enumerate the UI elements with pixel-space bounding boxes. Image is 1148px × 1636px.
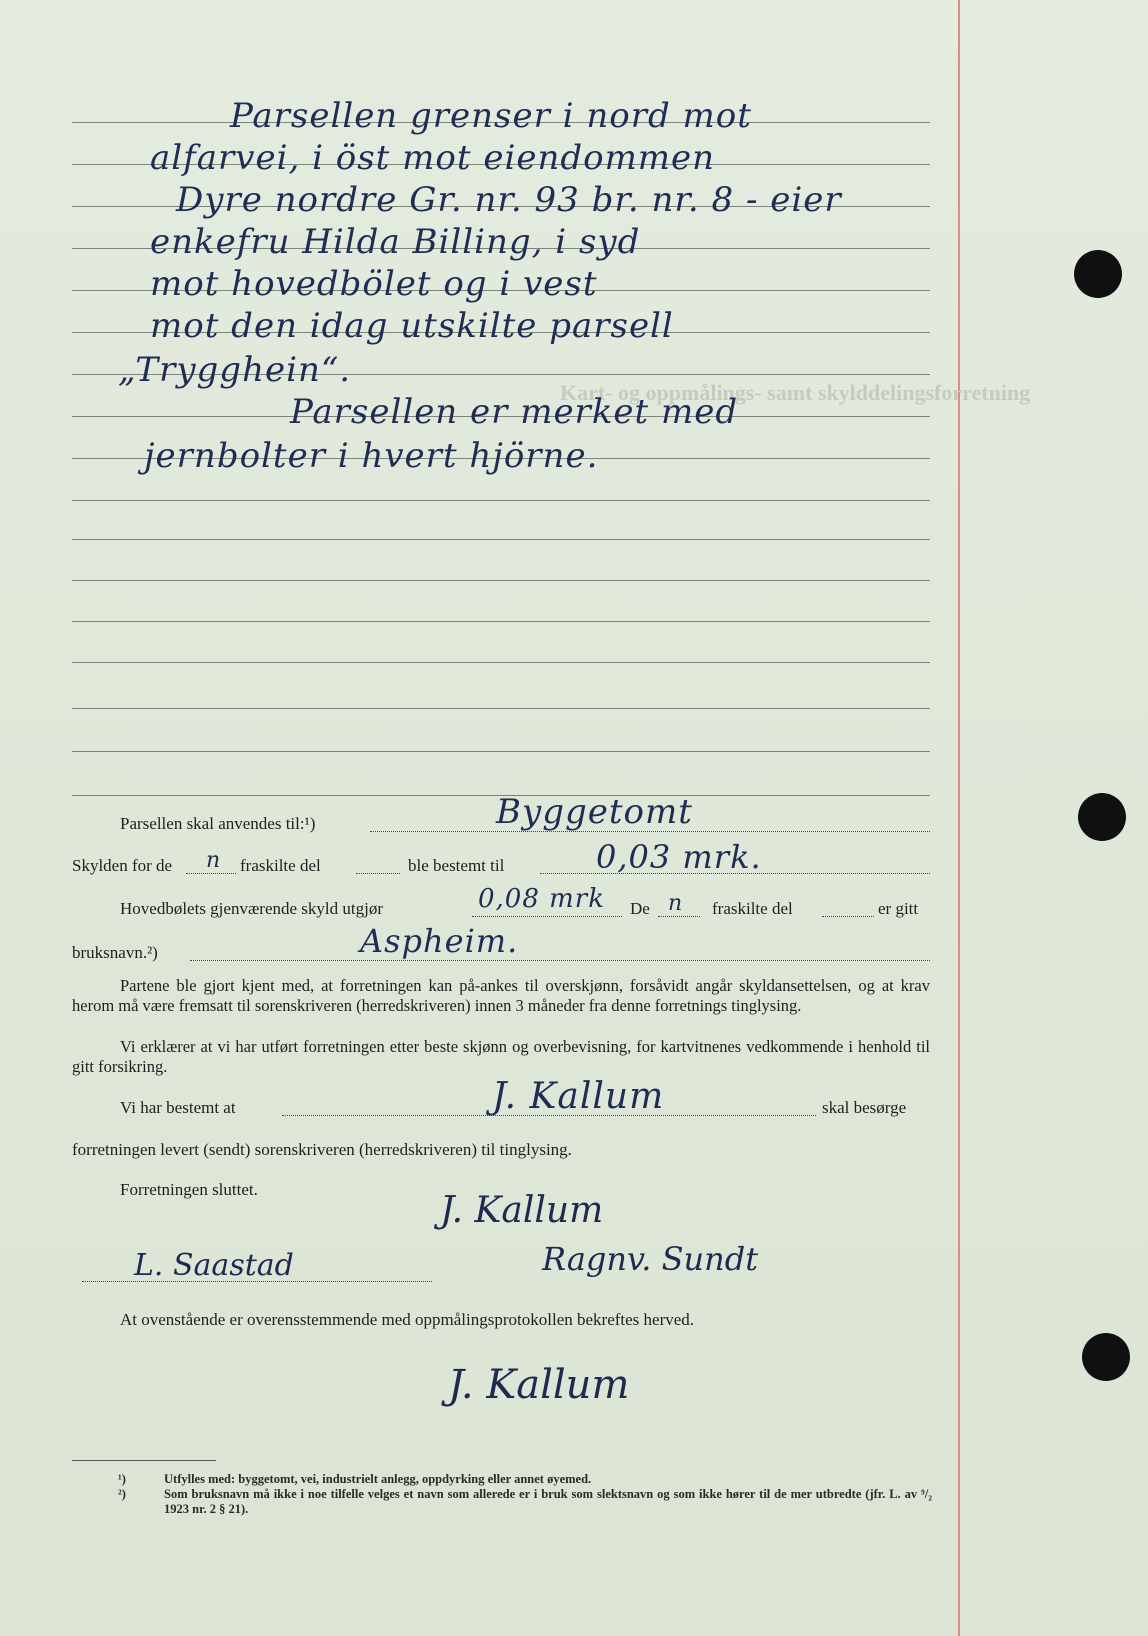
handwritten-line: mot den idag utskilte parsell: [150, 306, 674, 346]
handwritten-line: „Trygghein“.: [118, 350, 352, 390]
anvendes-label: Parsellen skal anvendes til:¹): [120, 814, 316, 833]
signature: L. Saastad: [134, 1248, 294, 1283]
paragraph-text: Vi erklærer at vi har utført forretningen etter beste skjønn og overbevisning, for kartvitnenes vedkommende i henhold til gitt forsikring.: [72, 1037, 930, 1076]
handwritten-line: Parsellen er merket med: [290, 392, 739, 432]
skyld-label-a: Skylden for de: [72, 856, 173, 875]
handwritten-line: jernbolter i hvert hjörne.: [144, 436, 599, 476]
handwritten-line: Parsellen grenser i nord mot: [230, 96, 752, 136]
anvendes-value: Byggetomt: [496, 792, 693, 832]
paragraph-erklaerer: [72, 1037, 930, 1076]
hoved-value: 0,08 mrk: [478, 884, 605, 914]
handwritten-line: alfarvei, i öst mot eiendommen: [150, 138, 716, 178]
footnotes: [72, 1472, 932, 1517]
ruled-line: [72, 708, 930, 709]
footnote-text: Som bruksnavn må ikke i noe tilfelle velges et navn som allerede er i bruk som slektsnavn og som ikke hører til de mer utbredte (jfr. L. av ⁹/₂ 1923 nr. 2 § 21).: [164, 1487, 932, 1516]
fill-line: [356, 872, 400, 874]
paragraph-overskjonn: [72, 976, 930, 1015]
footnote: [72, 1487, 932, 1517]
punch-hole: [1078, 793, 1126, 841]
ruled-line: [72, 500, 930, 501]
fill-line: [82, 1280, 432, 1282]
attest-text: At ovenstående er overensstemmende med oppmålingsprotokollen bekreftes herved.: [120, 1310, 695, 1329]
punch-hole: [1074, 250, 1122, 298]
bruksnavn-label: bruksnavn.²): [72, 943, 158, 962]
footnote: [72, 1472, 932, 1487]
hoved-label-b: De: [630, 899, 650, 918]
skyld-label-b: fraskilte del: [240, 856, 321, 875]
skyld-value: 0,03 mrk.: [596, 838, 762, 876]
bestemt-label: Vi har bestemt at: [120, 1098, 236, 1117]
footnote-mark: ²): [118, 1487, 126, 1501]
footnote-rule: [72, 1460, 216, 1461]
bruksnavn-value: Aspheim.: [360, 922, 519, 960]
ruled-line: [72, 662, 930, 663]
hoved-label-d: er gitt: [878, 899, 919, 918]
handwritten-line: mot hovedbölet og i vest: [150, 264, 598, 304]
signature: Ragnv. Sundt: [542, 1240, 759, 1278]
punch-hole: [1082, 1333, 1130, 1381]
skyld-label-c: ble bestemt til: [408, 856, 505, 875]
hoved-label-c: fraskilte del: [712, 899, 793, 918]
sluttet-text: Forretningen sluttet.: [120, 1180, 258, 1199]
ruled-line: [72, 539, 930, 540]
fill-line: [822, 915, 874, 917]
signature: J. Kallum: [448, 1362, 630, 1408]
bestemt-value: J. Kallum: [492, 1076, 665, 1117]
skyld-de-value: n: [206, 848, 222, 873]
bestemt-line-2: forretningen levert (sendt) sorenskriveren (herredskriveren) til tinglysing.: [72, 1140, 572, 1159]
paragraph-text: Partene ble gjort kjent med, at forretningen kan på-ankes til overskjønn, forsåvidt angår skyldansettelsen, og at krav herom må være fremsatt til sorenskriveren (herredskriveren) innen 3 måneder fra denne forretnings tinglysing.: [72, 976, 930, 1015]
fill-line: [190, 959, 930, 961]
ruled-line: [72, 751, 930, 752]
footnote-text: Utfylles med: byggetomt, vei, industrielt anlegg, oppdyrking eller annet øyemed.: [164, 1472, 592, 1486]
fill-line: [472, 915, 622, 917]
red-margin-line: [958, 0, 960, 1636]
ruled-line: [72, 621, 930, 622]
bestemt-label-b: skal besørge: [822, 1098, 907, 1117]
ghost-heading: Kart- og oppmålings- samt skylddelingsforretning: [560, 380, 1031, 405]
footnote-mark: ¹): [118, 1472, 126, 1486]
hoved-label-a: Hovedbølets gjenværende skyld utgjør: [120, 899, 383, 918]
handwritten-line: enkefru Hilda Billing, i syd: [150, 222, 641, 262]
ruled-line: [72, 580, 930, 581]
signature: J. Kallum: [440, 1190, 604, 1231]
handwritten-line: Dyre nordre Gr. nr. 93 br. nr. 8 - eier: [176, 180, 842, 220]
hoved-de-value: n: [668, 891, 684, 916]
